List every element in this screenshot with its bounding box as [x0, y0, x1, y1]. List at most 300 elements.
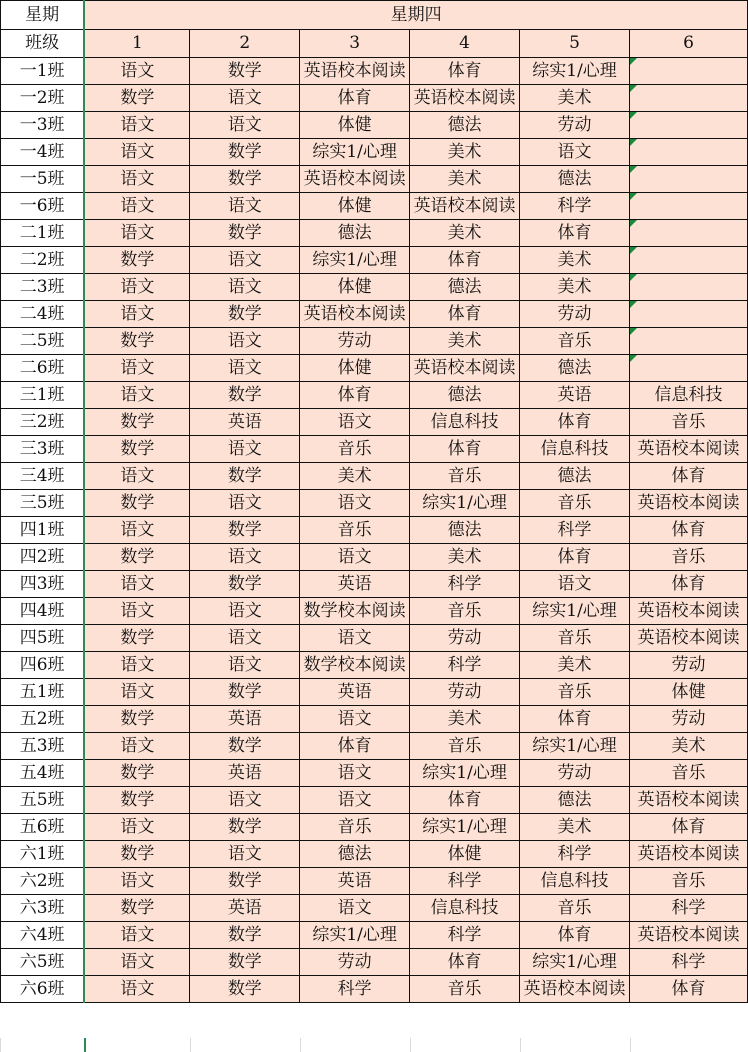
- subject-cell[interactable]: [520, 247, 630, 274]
- class-name-cell[interactable]: 一2班: [1, 85, 85, 112]
- subject-cell[interactable]: [300, 868, 410, 895]
- subject-cell[interactable]: [410, 301, 520, 328]
- class-name-cell[interactable]: 四5班: [1, 625, 85, 652]
- subject-cell[interactable]: [630, 976, 748, 1003]
- subject-cell[interactable]: [630, 139, 748, 166]
- class-name-cell[interactable]: 六4班: [1, 922, 85, 949]
- subject-cell[interactable]: [84, 220, 190, 247]
- subject-cell[interactable]: [630, 598, 748, 625]
- subject-cell[interactable]: [410, 706, 520, 733]
- subject-cell[interactable]: [190, 787, 300, 814]
- subject-cell[interactable]: [630, 112, 748, 139]
- period-header-cell[interactable]: 3: [300, 30, 410, 58]
- subject-cell[interactable]: [300, 274, 410, 301]
- subject-cell[interactable]: [84, 814, 190, 841]
- subject-text: 劳动: [337, 331, 372, 351]
- subject-cell[interactable]: [410, 85, 520, 112]
- subject-cell[interactable]: [410, 247, 520, 274]
- subject-cell[interactable]: [410, 679, 520, 706]
- subject-cell[interactable]: [410, 193, 520, 220]
- subject-cell[interactable]: [630, 193, 748, 220]
- class-name-cell[interactable]: 一4班: [1, 139, 85, 166]
- subject-cell[interactable]: [190, 679, 300, 706]
- subject-cell[interactable]: [300, 139, 410, 166]
- subject-cell[interactable]: [300, 193, 410, 220]
- subject-cell[interactable]: [630, 355, 748, 382]
- subject-cell[interactable]: [84, 85, 190, 112]
- subject-cell[interactable]: [300, 841, 410, 868]
- subject-cell[interactable]: [190, 193, 300, 220]
- subject-cell[interactable]: [84, 571, 190, 598]
- subject-text: 美术: [671, 736, 706, 756]
- subject-cell[interactable]: [300, 409, 410, 436]
- subject-cell[interactable]: [410, 895, 520, 922]
- subject-cell[interactable]: [520, 733, 630, 760]
- period-header-cell[interactable]: 4: [410, 30, 520, 58]
- subject-cell[interactable]: [300, 625, 410, 652]
- subject-cell[interactable]: [190, 571, 300, 598]
- subject-cell[interactable]: [520, 463, 630, 490]
- subject-cell[interactable]: [630, 328, 748, 355]
- subject-cell[interactable]: [520, 301, 630, 328]
- subject-text: 英语: [557, 385, 592, 405]
- subject-cell[interactable]: [410, 976, 520, 1003]
- subject-cell[interactable]: [520, 355, 630, 382]
- subject-cell[interactable]: [520, 193, 630, 220]
- comment-marker-icon: [630, 220, 637, 227]
- subject-cell[interactable]: [84, 706, 190, 733]
- subject-text: 英语校本阅读: [637, 601, 740, 621]
- next-empty-row: [0, 1038, 748, 1052]
- subject-cell[interactable]: [630, 166, 748, 193]
- subject-cell[interactable]: [190, 652, 300, 679]
- class-name-cell[interactable]: 二6班: [1, 355, 85, 382]
- subject-cell[interactable]: [410, 760, 520, 787]
- subject-cell[interactable]: [190, 112, 300, 139]
- subject-cell[interactable]: [190, 166, 300, 193]
- class-name-cell[interactable]: 五3班: [1, 733, 85, 760]
- subject-text: 体育: [557, 709, 592, 729]
- class-name-cell[interactable]: 五4班: [1, 760, 85, 787]
- subject-text: 语文: [227, 250, 262, 270]
- class-name-cell[interactable]: 二1班: [1, 220, 85, 247]
- subject-cell[interactable]: [520, 652, 630, 679]
- subject-text: 体健: [337, 196, 372, 216]
- subject-cell[interactable]: [410, 463, 520, 490]
- subject-cell[interactable]: [190, 895, 300, 922]
- subject-cell[interactable]: [190, 139, 300, 166]
- subject-text: 科学: [447, 871, 482, 891]
- subject-cell[interactable]: [410, 733, 520, 760]
- class-row: [1, 436, 748, 463]
- subject-cell[interactable]: [630, 274, 748, 301]
- subject-cell[interactable]: [84, 112, 190, 139]
- subject-text: 体育: [447, 790, 482, 810]
- subject-cell[interactable]: [630, 463, 748, 490]
- subject-text: 体育: [337, 385, 372, 405]
- subject-cell[interactable]: [300, 247, 410, 274]
- subject-cell[interactable]: [300, 517, 410, 544]
- subject-cell[interactable]: [84, 760, 190, 787]
- subject-text: 德法: [337, 844, 372, 864]
- subject-cell[interactable]: [84, 922, 190, 949]
- subject-cell[interactable]: [520, 139, 630, 166]
- subject-cell[interactable]: [190, 490, 300, 517]
- subject-cell[interactable]: [410, 382, 520, 409]
- subject-text: 英语校本阅读: [413, 88, 516, 108]
- subject-cell[interactable]: [630, 517, 748, 544]
- subject-cell[interactable]: [84, 355, 190, 382]
- class-name-cell[interactable]: 二2班: [1, 247, 85, 274]
- comment-marker-icon: [630, 58, 637, 65]
- subject-text: 美术: [337, 466, 372, 486]
- subject-cell[interactable]: [410, 490, 520, 517]
- class-name-cell[interactable]: 一6班: [1, 193, 85, 220]
- subject-cell[interactable]: [630, 652, 748, 679]
- subject-cell[interactable]: [410, 328, 520, 355]
- subject-cell[interactable]: [410, 409, 520, 436]
- subject-cell[interactable]: [84, 436, 190, 463]
- subject-cell[interactable]: [520, 382, 630, 409]
- subject-cell[interactable]: [520, 58, 630, 85]
- subject-cell[interactable]: [630, 706, 748, 733]
- class-name-cell[interactable]: 六1班: [1, 841, 85, 868]
- subject-cell[interactable]: [300, 706, 410, 733]
- subject-text: 语文: [120, 736, 155, 756]
- subject-cell[interactable]: [300, 355, 410, 382]
- subject-cell[interactable]: [520, 598, 630, 625]
- subject-cell[interactable]: [630, 922, 748, 949]
- class-name-cell[interactable]: 四2班: [1, 544, 85, 571]
- subject-cell[interactable]: [630, 58, 748, 85]
- subject-cell[interactable]: [630, 733, 748, 760]
- subject-cell[interactable]: [190, 328, 300, 355]
- class-name-cell[interactable]: 一3班: [1, 112, 85, 139]
- subject-cell[interactable]: [84, 247, 190, 274]
- subject-cell[interactable]: [300, 490, 410, 517]
- class-name-cell[interactable]: 三4班: [1, 463, 85, 490]
- subject-cell[interactable]: [300, 976, 410, 1003]
- subject-cell[interactable]: [410, 220, 520, 247]
- subject-cell[interactable]: [84, 787, 190, 814]
- subject-cell[interactable]: [190, 760, 300, 787]
- subject-cell[interactable]: [630, 382, 748, 409]
- subject-text: 科学: [557, 520, 592, 540]
- subject-cell[interactable]: [84, 139, 190, 166]
- subject-cell[interactable]: [520, 112, 630, 139]
- comment-marker-icon: [630, 274, 637, 281]
- subject-cell[interactable]: [520, 490, 630, 517]
- subject-cell[interactable]: [520, 274, 630, 301]
- subject-cell[interactable]: [300, 598, 410, 625]
- subject-cell[interactable]: [300, 922, 410, 949]
- subject-cell[interactable]: [630, 760, 748, 787]
- subject-cell[interactable]: [84, 598, 190, 625]
- subject-cell[interactable]: [520, 868, 630, 895]
- subject-cell[interactable]: [190, 409, 300, 436]
- subject-cell[interactable]: [300, 733, 410, 760]
- subject-cell[interactable]: [300, 463, 410, 490]
- subject-text: 德法: [447, 385, 482, 405]
- subject-cell[interactable]: [520, 328, 630, 355]
- subject-text: 英语校本阅读: [303, 61, 406, 81]
- subject-cell[interactable]: [520, 544, 630, 571]
- subject-cell[interactable]: [300, 85, 410, 112]
- subject-text: 语文: [227, 493, 262, 513]
- subject-cell[interactable]: [630, 787, 748, 814]
- subject-text: 数学: [227, 952, 262, 972]
- subject-text: 语文: [227, 790, 262, 810]
- subject-cell[interactable]: [410, 652, 520, 679]
- class-name-cell[interactable]: 四6班: [1, 652, 85, 679]
- class-row: [1, 463, 748, 490]
- subject-cell[interactable]: [410, 598, 520, 625]
- subject-cell[interactable]: [520, 166, 630, 193]
- subject-cell[interactable]: [84, 517, 190, 544]
- subject-text: 科学: [337, 979, 372, 999]
- subject-cell[interactable]: [190, 382, 300, 409]
- subject-cell[interactable]: [190, 976, 300, 1003]
- subject-cell[interactable]: [630, 409, 748, 436]
- subject-cell[interactable]: [410, 274, 520, 301]
- subject-cell[interactable]: [300, 571, 410, 598]
- subject-cell[interactable]: [630, 949, 748, 976]
- subject-cell[interactable]: [630, 220, 748, 247]
- subject-cell[interactable]: [520, 841, 630, 868]
- subject-cell[interactable]: [84, 679, 190, 706]
- subject-cell[interactable]: [520, 706, 630, 733]
- class-name-cell[interactable]: 三1班: [1, 382, 85, 409]
- subject-cell[interactable]: [190, 436, 300, 463]
- subject-cell[interactable]: [300, 166, 410, 193]
- subject-cell[interactable]: [520, 220, 630, 247]
- subject-cell[interactable]: [84, 841, 190, 868]
- gridline: [410, 1038, 411, 1052]
- subject-cell[interactable]: [520, 787, 630, 814]
- subject-text: 体育: [671, 520, 706, 540]
- class-name-cell[interactable]: 六6班: [1, 976, 85, 1003]
- subject-cell[interactable]: [84, 733, 190, 760]
- subject-cell[interactable]: [410, 841, 520, 868]
- class-name-cell[interactable]: 六2班: [1, 868, 85, 895]
- subject-cell[interactable]: [84, 193, 190, 220]
- subject-cell[interactable]: [630, 679, 748, 706]
- subject-cell[interactable]: [84, 652, 190, 679]
- weekday-value-cell[interactable]: 星期四: [84, 1, 747, 30]
- subject-cell[interactable]: [630, 895, 748, 922]
- subject-text: 音乐: [557, 493, 592, 513]
- subject-cell[interactable]: [520, 409, 630, 436]
- subject-cell[interactable]: [300, 58, 410, 85]
- period-header-cell[interactable]: 2: [190, 30, 300, 58]
- subject-cell[interactable]: [410, 58, 520, 85]
- subject-cell[interactable]: [520, 760, 630, 787]
- subject-cell[interactable]: [300, 949, 410, 976]
- subject-cell[interactable]: [190, 706, 300, 733]
- subject-cell[interactable]: [520, 814, 630, 841]
- subject-cell[interactable]: [84, 625, 190, 652]
- subject-cell[interactable]: [630, 841, 748, 868]
- subject-text: 英语校本阅读: [637, 439, 740, 459]
- subject-cell[interactable]: [84, 868, 190, 895]
- subject-cell[interactable]: [190, 544, 300, 571]
- subject-cell[interactable]: [520, 922, 630, 949]
- gridline: [84, 1038, 86, 1052]
- subject-cell[interactable]: [410, 544, 520, 571]
- class-name-cell[interactable]: 三3班: [1, 436, 85, 463]
- subject-text: 德法: [337, 223, 372, 243]
- subject-text: 数学: [120, 331, 155, 351]
- period-header-cell[interactable]: 5: [520, 30, 630, 58]
- subject-cell[interactable]: [190, 301, 300, 328]
- subject-cell[interactable]: [630, 625, 748, 652]
- subject-cell[interactable]: [520, 625, 630, 652]
- subject-cell[interactable]: [630, 868, 748, 895]
- subject-text: 德法: [557, 358, 592, 378]
- period-header-cell[interactable]: 6: [630, 30, 748, 58]
- subject-cell[interactable]: [520, 895, 630, 922]
- class-name-cell[interactable]: 五5班: [1, 787, 85, 814]
- subject-cell[interactable]: [84, 949, 190, 976]
- subject-cell[interactable]: [300, 787, 410, 814]
- subject-cell[interactable]: [300, 328, 410, 355]
- subject-cell[interactable]: [630, 814, 748, 841]
- class-label-cell[interactable]: 班级: [1, 30, 85, 58]
- subject-cell[interactable]: [410, 625, 520, 652]
- subject-cell[interactable]: [84, 463, 190, 490]
- subject-cell[interactable]: [190, 517, 300, 544]
- subject-cell[interactable]: [190, 85, 300, 112]
- subject-cell[interactable]: [410, 787, 520, 814]
- subject-cell[interactable]: [300, 895, 410, 922]
- class-name-cell[interactable]: 四1班: [1, 517, 85, 544]
- subject-cell[interactable]: [410, 922, 520, 949]
- subject-text: 综实1/心理: [312, 142, 397, 162]
- subject-text: 语文: [120, 952, 155, 972]
- subject-text: 音乐: [447, 601, 482, 621]
- subject-cell[interactable]: [520, 436, 630, 463]
- subject-cell[interactable]: [410, 571, 520, 598]
- period-header-cell[interactable]: 1: [84, 30, 190, 58]
- subject-cell[interactable]: [520, 571, 630, 598]
- subject-cell[interactable]: [300, 436, 410, 463]
- subject-cell[interactable]: [190, 355, 300, 382]
- class-row: [1, 220, 748, 247]
- class-name-cell[interactable]: 五1班: [1, 679, 85, 706]
- class-name-cell[interactable]: 二3班: [1, 274, 85, 301]
- class-name-cell[interactable]: 六5班: [1, 949, 85, 976]
- subject-cell[interactable]: [300, 220, 410, 247]
- class-name-cell[interactable]: 一5班: [1, 166, 85, 193]
- subject-cell[interactable]: [190, 922, 300, 949]
- subject-text: 音乐: [557, 898, 592, 918]
- subject-cell[interactable]: [630, 301, 748, 328]
- subject-cell[interactable]: [300, 814, 410, 841]
- class-name-cell[interactable]: 五2班: [1, 706, 85, 733]
- subject-cell[interactable]: [520, 949, 630, 976]
- subject-cell[interactable]: [84, 382, 190, 409]
- subject-cell[interactable]: [84, 166, 190, 193]
- subject-cell[interactable]: [84, 976, 190, 1003]
- class-name-cell[interactable]: 五6班: [1, 814, 85, 841]
- subject-text: 综实1/心理: [422, 817, 507, 837]
- subject-cell[interactable]: [520, 85, 630, 112]
- class-name-cell[interactable]: 三2班: [1, 409, 85, 436]
- subject-cell[interactable]: [300, 301, 410, 328]
- subject-cell[interactable]: [520, 976, 630, 1003]
- subject-cell[interactable]: [190, 274, 300, 301]
- subject-cell[interactable]: [190, 598, 300, 625]
- subject-cell[interactable]: [300, 679, 410, 706]
- subject-cell[interactable]: [84, 895, 190, 922]
- subject-text: 数学: [120, 412, 155, 432]
- subject-cell[interactable]: [84, 409, 190, 436]
- subject-cell[interactable]: [630, 544, 748, 571]
- class-row: [1, 247, 748, 274]
- subject-cell[interactable]: [410, 517, 520, 544]
- subject-cell[interactable]: [410, 436, 520, 463]
- subject-cell[interactable]: [410, 949, 520, 976]
- subject-cell[interactable]: [410, 814, 520, 841]
- subject-cell[interactable]: [190, 247, 300, 274]
- subject-cell[interactable]: [190, 841, 300, 868]
- class-name-cell[interactable]: 六3班: [1, 895, 85, 922]
- subject-cell[interactable]: [410, 355, 520, 382]
- subject-text: 音乐: [671, 412, 706, 432]
- class-name-cell[interactable]: 四4班: [1, 598, 85, 625]
- subject-cell[interactable]: [300, 652, 410, 679]
- subject-cell[interactable]: [84, 274, 190, 301]
- subject-cell[interactable]: [84, 328, 190, 355]
- subject-cell[interactable]: [190, 220, 300, 247]
- class-name-cell[interactable]: 二4班: [1, 301, 85, 328]
- subject-cell[interactable]: [410, 868, 520, 895]
- subject-cell[interactable]: [520, 679, 630, 706]
- subject-cell[interactable]: [410, 112, 520, 139]
- class-name-cell[interactable]: 四3班: [1, 571, 85, 598]
- subject-cell[interactable]: [630, 571, 748, 598]
- subject-cell[interactable]: [190, 625, 300, 652]
- weekday-label-cell[interactable]: 星期: [1, 1, 85, 30]
- subject-cell[interactable]: [630, 436, 748, 463]
- subject-cell[interactable]: [190, 733, 300, 760]
- subject-cell[interactable]: [520, 517, 630, 544]
- class-name-cell[interactable]: 一1班: [1, 58, 85, 85]
- subject-cell[interactable]: [630, 85, 748, 112]
- subject-cell[interactable]: [84, 301, 190, 328]
- subject-text: 英语校本阅读: [523, 979, 626, 999]
- class-name-cell[interactable]: 二5班: [1, 328, 85, 355]
- subject-cell[interactable]: [300, 112, 410, 139]
- subject-cell[interactable]: [84, 544, 190, 571]
- subject-cell[interactable]: [190, 463, 300, 490]
- comment-marker-icon: [630, 247, 637, 254]
- subject-cell[interactable]: [300, 760, 410, 787]
- subject-cell[interactable]: [190, 814, 300, 841]
- subject-cell[interactable]: [300, 382, 410, 409]
- subject-cell[interactable]: [84, 58, 190, 85]
- class-name-cell[interactable]: 三5班: [1, 490, 85, 517]
- subject-cell[interactable]: [410, 166, 520, 193]
- subject-cell[interactable]: [300, 544, 410, 571]
- subject-cell[interactable]: [630, 247, 748, 274]
- subject-cell[interactable]: [630, 490, 748, 517]
- subject-cell[interactable]: [190, 949, 300, 976]
- subject-cell[interactable]: [84, 490, 190, 517]
- subject-cell[interactable]: [410, 139, 520, 166]
- subject-cell[interactable]: [190, 868, 300, 895]
- subject-cell[interactable]: [190, 58, 300, 85]
